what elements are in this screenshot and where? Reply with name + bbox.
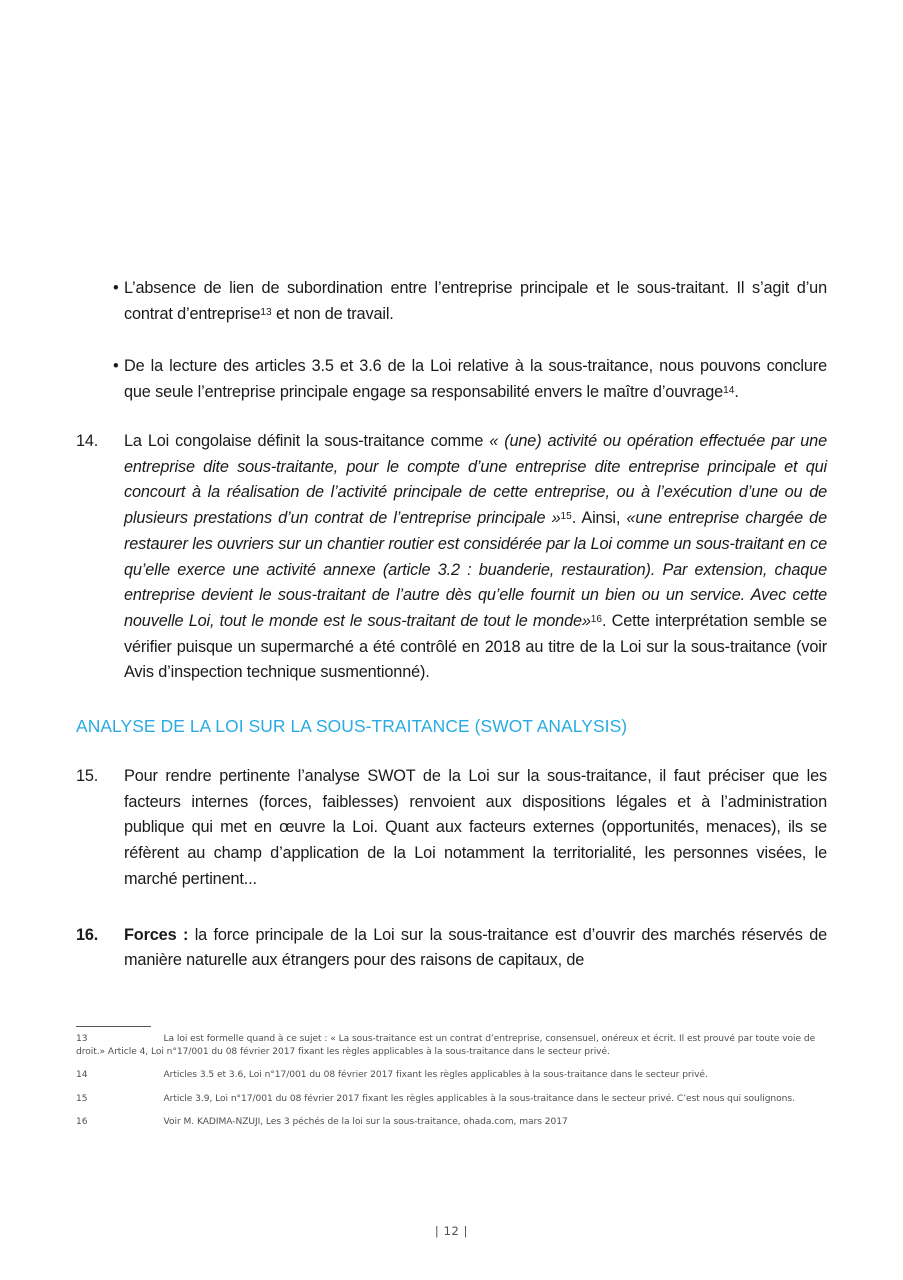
- spacer: [76, 738, 827, 764]
- bullet-marker: •: [113, 357, 119, 375]
- paragraph-body: [124, 429, 827, 686]
- footnote-number: 13: [76, 1034, 88, 1044]
- para16-text: la force principale de la Loi sur la sous-traitance est d’ouvrir des marchés réservés de manière naturelle aux étrangers pour des raisons de capitaux, de: [124, 925, 828, 970]
- para14-intro: La Loi congolaise définit la sous-traitance comme: [124, 432, 490, 450]
- list-item: [76, 354, 827, 405]
- para14-quote-2: «une entreprise chargée de restaurer les ouvriers sur un chantier routier est considérée par la Loi comme un sous-traitant en ce qu’elle exerce une activité annexe (article 3.2 : buanderie, restauration). Par extension, chaque entreprise devient le sous-traitant de l’autre dès qu’elle fournit un bien ou un service. Avec cette nouvelle Loi, tout le monde est le sous-traitant de tout le monde»: [124, 509, 827, 630]
- footnote-text: Voir M. KADIMA-NZUJI, Les 3 péchés de la loi sur la sous-traitance, ohada.com, mars 2017: [163, 1117, 568, 1128]
- footnote-number: 15: [76, 1093, 88, 1104]
- paragraph-14: [76, 429, 827, 686]
- bullet-list: [76, 276, 827, 405]
- para16-lead: Forces :: [124, 925, 189, 944]
- paragraph-number: 16.: [76, 925, 99, 944]
- list-item-text-tail: et non de travail.: [271, 304, 394, 323]
- footnote-16: [76, 1116, 827, 1129]
- list-item-text-main: De la lecture des articles 3.5 et 3.6 de la Loi relative à la sous-traitance, nous pouvons conclure que seule l’entreprise principale engage sa responsabilité envers le maître d’ouvrage: [124, 357, 827, 401]
- footnote-ref-14[interactable]: 14: [723, 384, 735, 396]
- paragraph-number: 15.: [76, 767, 99, 786]
- bullet-marker: •: [113, 279, 119, 297]
- footnote-ref-15[interactable]: 15: [560, 510, 572, 522]
- list-item-text: [124, 354, 827, 405]
- page-content: [76, 276, 827, 974]
- spacer: [76, 405, 827, 429]
- para14-tail: . Cette interprétation semble se vérifier puisque un supermarché a été contrôlé en 2018 au titre de la Loi sur la sous-traitance (voir Avis d’inspection technique susmentionné).: [124, 611, 827, 682]
- section-heading: ANALYSE DE LA LOI SUR LA SOUS-TRAITANCE (SWOT ANALYSIS): [76, 716, 628, 737]
- footnote-15: [76, 1093, 827, 1106]
- list-item: [76, 276, 827, 327]
- footnote-text: Articles 3.5 et 3.6, Loi n°17/001 du 08 février 2017 fixant les règles applicables à la sous-traitance dans le secteur privé.: [163, 1070, 708, 1081]
- footnotes-area: [76, 1026, 827, 1129]
- paragraph-number: 14.: [76, 432, 99, 450]
- footnote-separator-rule: [76, 1026, 151, 1027]
- footnote-number: 16: [76, 1117, 88, 1128]
- para14-quote-1: « (une) activité ou opération effectuée par une entreprise dite sous-traitante, pour le compte d’une entreprise dite entreprise principale et qui concourt à la réalisation de l’activité principale de cette entreprise, ou à l’exécution d’une ou de plusieurs prestations d’un contrat de l’entreprise principale »: [124, 432, 827, 528]
- footnote-ref-13[interactable]: 13: [260, 306, 272, 318]
- paragraph-16: [76, 923, 827, 974]
- footnote-number: 14: [76, 1070, 88, 1081]
- footnote-text: La loi est formelle quand à ce sujet : « La sous-traitance est un contrat d’entreprise, consensuel, onéreux et écrit. Il est prouvé par toute voie de droit.» Article 4, Loi n°17/001 du 08 février 2017 fixant les règles applicables à la sous-traitance dans le secteur privé.: [76, 1034, 816, 1057]
- list-item-text-tail: .: [734, 382, 739, 401]
- list-item-text-main: L’absence de lien de subordination entre l’entreprise principale et le sous-traitant. Il s’agit d’un contrat d’entreprise: [124, 279, 827, 323]
- footnote-14: [76, 1069, 827, 1082]
- spacer: [76, 686, 827, 714]
- page-number: | 12 |: [434, 1224, 469, 1238]
- footnote-ref-16[interactable]: 16: [590, 613, 603, 625]
- paragraph-15: [76, 764, 827, 893]
- paragraph-body: [124, 923, 827, 974]
- spacer: [76, 893, 827, 923]
- footnote-13: [76, 1033, 827, 1058]
- paragraph-body: Pour rendre pertinente l’analyse SWOT de la Loi sur la sous-traitance, il faut préciser que les facteurs internes (forces, faiblesses) renvoient aux dispositions légales et à l’administration publique qui met en œuvre la Loi. Quant aux facteurs externes (opportunités, menaces), ils se réfèrent au champ d’application de la Loi notamment la territorialité, les personnes visées, le marché pertinent...: [124, 767, 827, 888]
- footnote-text: Article 3.9, Loi n°17/001 du 08 février 2017 fixant les règles applicables à la sous-traitance dans le secteur privé. C’est nous qui soulignons.: [163, 1093, 795, 1104]
- para14-mid: . Ainsi,: [571, 509, 627, 528]
- list-item-text: [124, 276, 827, 327]
